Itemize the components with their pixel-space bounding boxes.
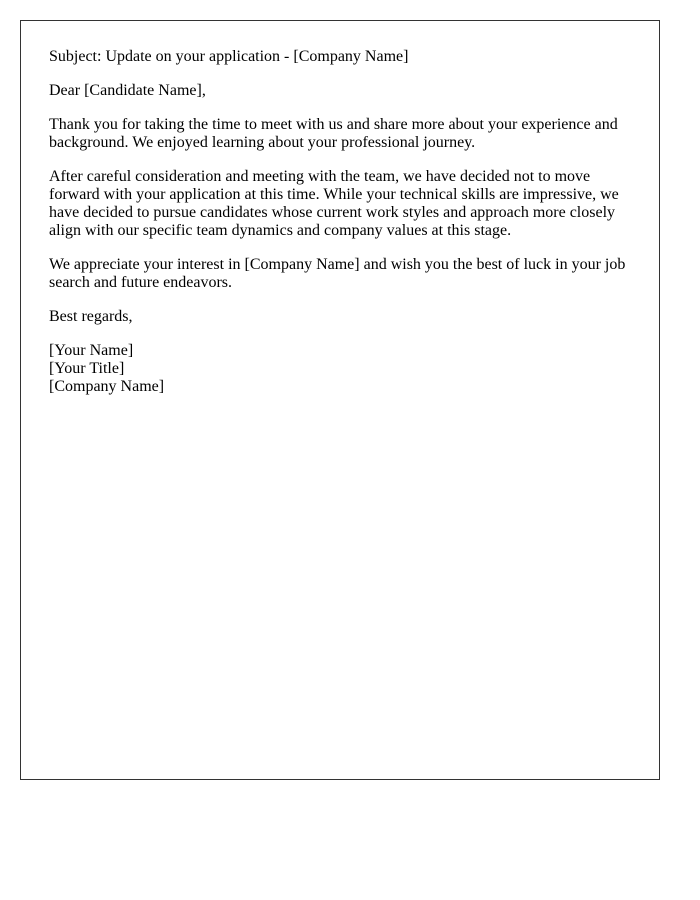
- letter-closing: Best regards,: [49, 308, 133, 325]
- letter-greeting: Dear [Candidate Name],: [49, 82, 206, 99]
- letter-paragraph-decision: After careful consideration and meeting with the team, we have decided not to move forward with your application at this time. While your technical skills are impressive, we have decided to pursue candidates whose current work styles and approach more closely align with our specific team dynamics and company values at this stage.: [49, 168, 619, 239]
- letter-body: [49, 48, 639, 396]
- signature-block: [49, 342, 639, 396]
- signature-title: [Your Title]: [49, 360, 125, 377]
- signature-name: [Your Name]: [49, 342, 134, 359]
- letter-paragraph-intro: Thank you for taking the time to meet with us and share more about your experience and background. We enjoyed learning about your professional journey.: [49, 116, 618, 151]
- letter-subject: Subject: Update on your application - [Company Name]: [49, 48, 409, 65]
- signature-company: [Company Name]: [49, 378, 165, 395]
- letter-frame: [20, 20, 660, 780]
- letter-paragraph-closing-wishes: We appreciate your interest in [Company Name] and wish you the best of luck in your job search and future endeavors.: [49, 256, 626, 291]
